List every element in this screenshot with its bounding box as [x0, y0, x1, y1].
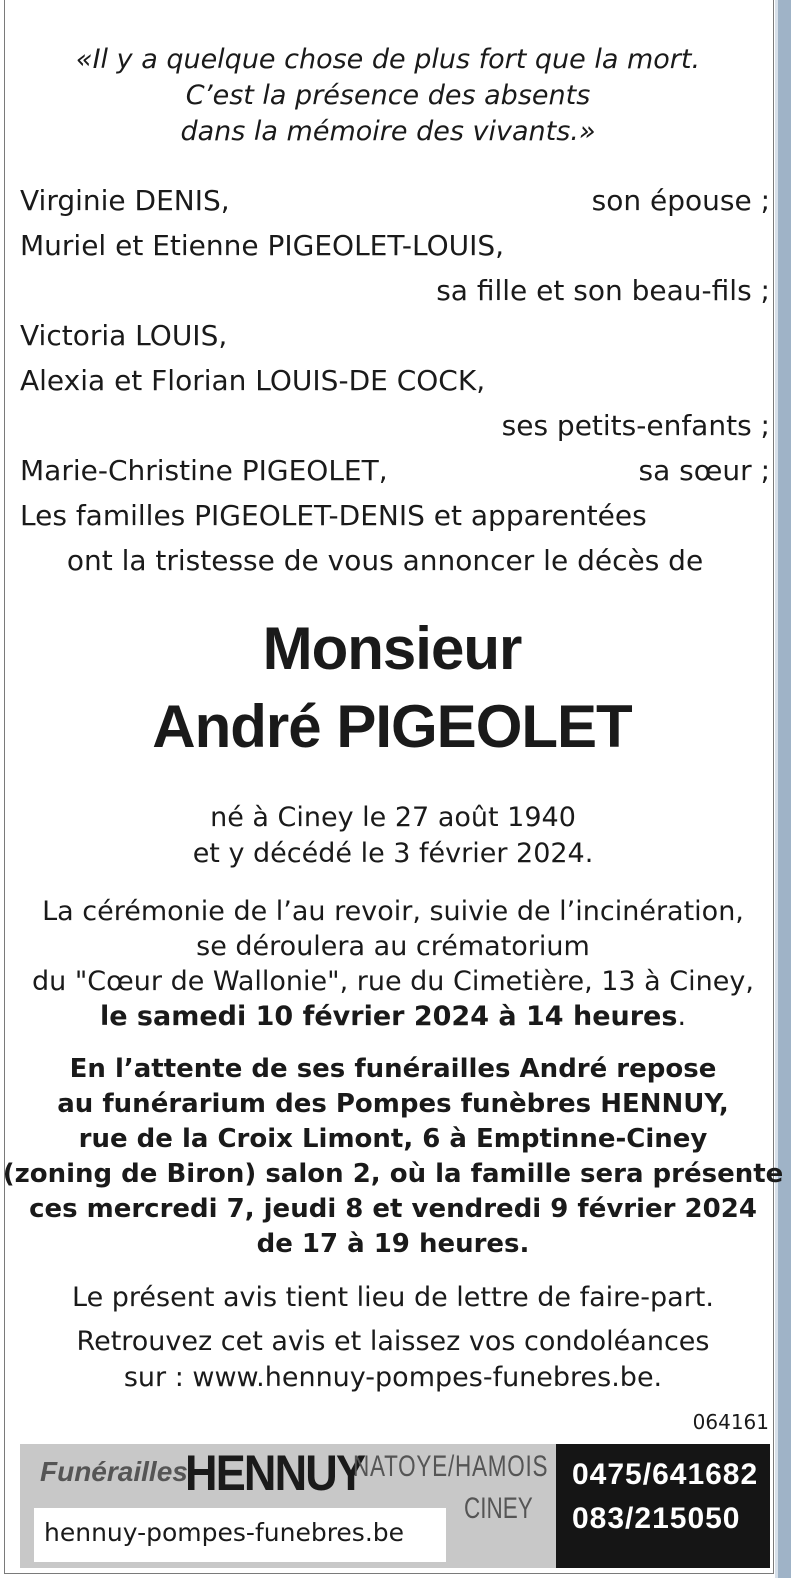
hennuy-logo: HENNUY [185, 1445, 365, 1501]
ceremony-date-end: . [677, 1001, 687, 1032]
visitation-line: ces mercredi 7, jeudi 8 et vendredi 9 février 2024 [29, 1194, 757, 1224]
phone-box [556, 1444, 770, 1568]
online-line: Retrouvez cet avis et laissez vos condoléances [76, 1326, 710, 1357]
locations-line: CINEY [464, 1492, 533, 1525]
death-line: et y décédé le 3 février 2024. [192, 838, 594, 869]
deceased-title: Monsieur [262, 615, 522, 682]
birth-line: né à Ciney le 27 août 1940 [210, 802, 576, 833]
online-info [0, 1324, 786, 1396]
family-name: Virginie DENIS, [20, 184, 230, 217]
family-name: Muriel et Etienne PIGEOLET-LOUIS, [20, 229, 505, 262]
family-row-virginie [20, 178, 770, 223]
family-role: sa sœur ; [638, 454, 770, 487]
family-row-marie [20, 448, 770, 493]
family-name: Alexia et Florian LOUIS-DE COCK, [20, 364, 486, 397]
ceremony-date: le samedi 10 février 2024 à 14 heures [99, 1001, 678, 1032]
phone-number: 083/215050 [572, 1502, 741, 1535]
website-text: hennuy-pompes-funebres.be [44, 1518, 405, 1547]
family-name: Victoria LOUIS, [20, 319, 228, 352]
epigraph-quote [0, 42, 776, 150]
notice-text: Le présent avis tient lieu de lettre de faire-part. [72, 1282, 714, 1313]
family-list [20, 178, 770, 583]
visitation-line: En l’attente de ses funérailles André repose [69, 1054, 717, 1084]
visitation-line: au funérarium des Pompes funèbres HENNUY, [57, 1089, 729, 1119]
online-line: sur : www.hennuy-pompes-funebres.be. [123, 1362, 663, 1393]
announcement-text: ont la tristesse de vous annoncer le décès de [66, 544, 704, 577]
visitation-info [0, 1052, 786, 1262]
ceremony-info [0, 894, 786, 1034]
ceremony-line: se déroulera au crématorium [196, 931, 590, 962]
funerailles-label: Funérailles [40, 1456, 188, 1487]
quote-line: C’est la présence des absents [185, 80, 591, 111]
quote-line: «Il y a quelque chose de plus fort que la mort. [75, 44, 701, 75]
ceremony-line: La cérémonie de l’au revoir, suivie de l’incinération, [42, 896, 744, 927]
family-name: Marie-Christine PIGEOLET, [20, 454, 388, 487]
family-role: sa fille et son beau-fils ; [436, 274, 770, 307]
ceremony-date-line [0, 999, 786, 1034]
locations-line: NATOYE/HAMOIS [353, 1450, 549, 1483]
quote-line: dans la mémoire des vivants.» [180, 116, 596, 147]
reference-number: 064161 [692, 1410, 769, 1434]
phone-number: 0475/641682 [572, 1458, 759, 1491]
deceased-name: André PIGEOLET [152, 693, 632, 760]
birth-death-info [0, 800, 786, 872]
visitation-line: (zoning de Biron) salon 2, où la famille sera présente [2, 1159, 784, 1189]
visitation-line: rue de la Croix Limont, 6 à Emptinne-Ciney [78, 1124, 708, 1154]
family-role: son épouse ; [591, 184, 770, 217]
family-name: Les familles PIGEOLET-DENIS et apparentées [20, 499, 647, 532]
funeral-home-banner [20, 1444, 770, 1568]
website-box [34, 1508, 446, 1562]
visitation-line: de 17 à 19 heures. [256, 1229, 530, 1259]
family-role: ses petits-enfants ; [501, 409, 770, 442]
ceremony-line: du "Cœur de Wallonie", rue du Cimetière, 13 à Ciney, [32, 966, 754, 997]
